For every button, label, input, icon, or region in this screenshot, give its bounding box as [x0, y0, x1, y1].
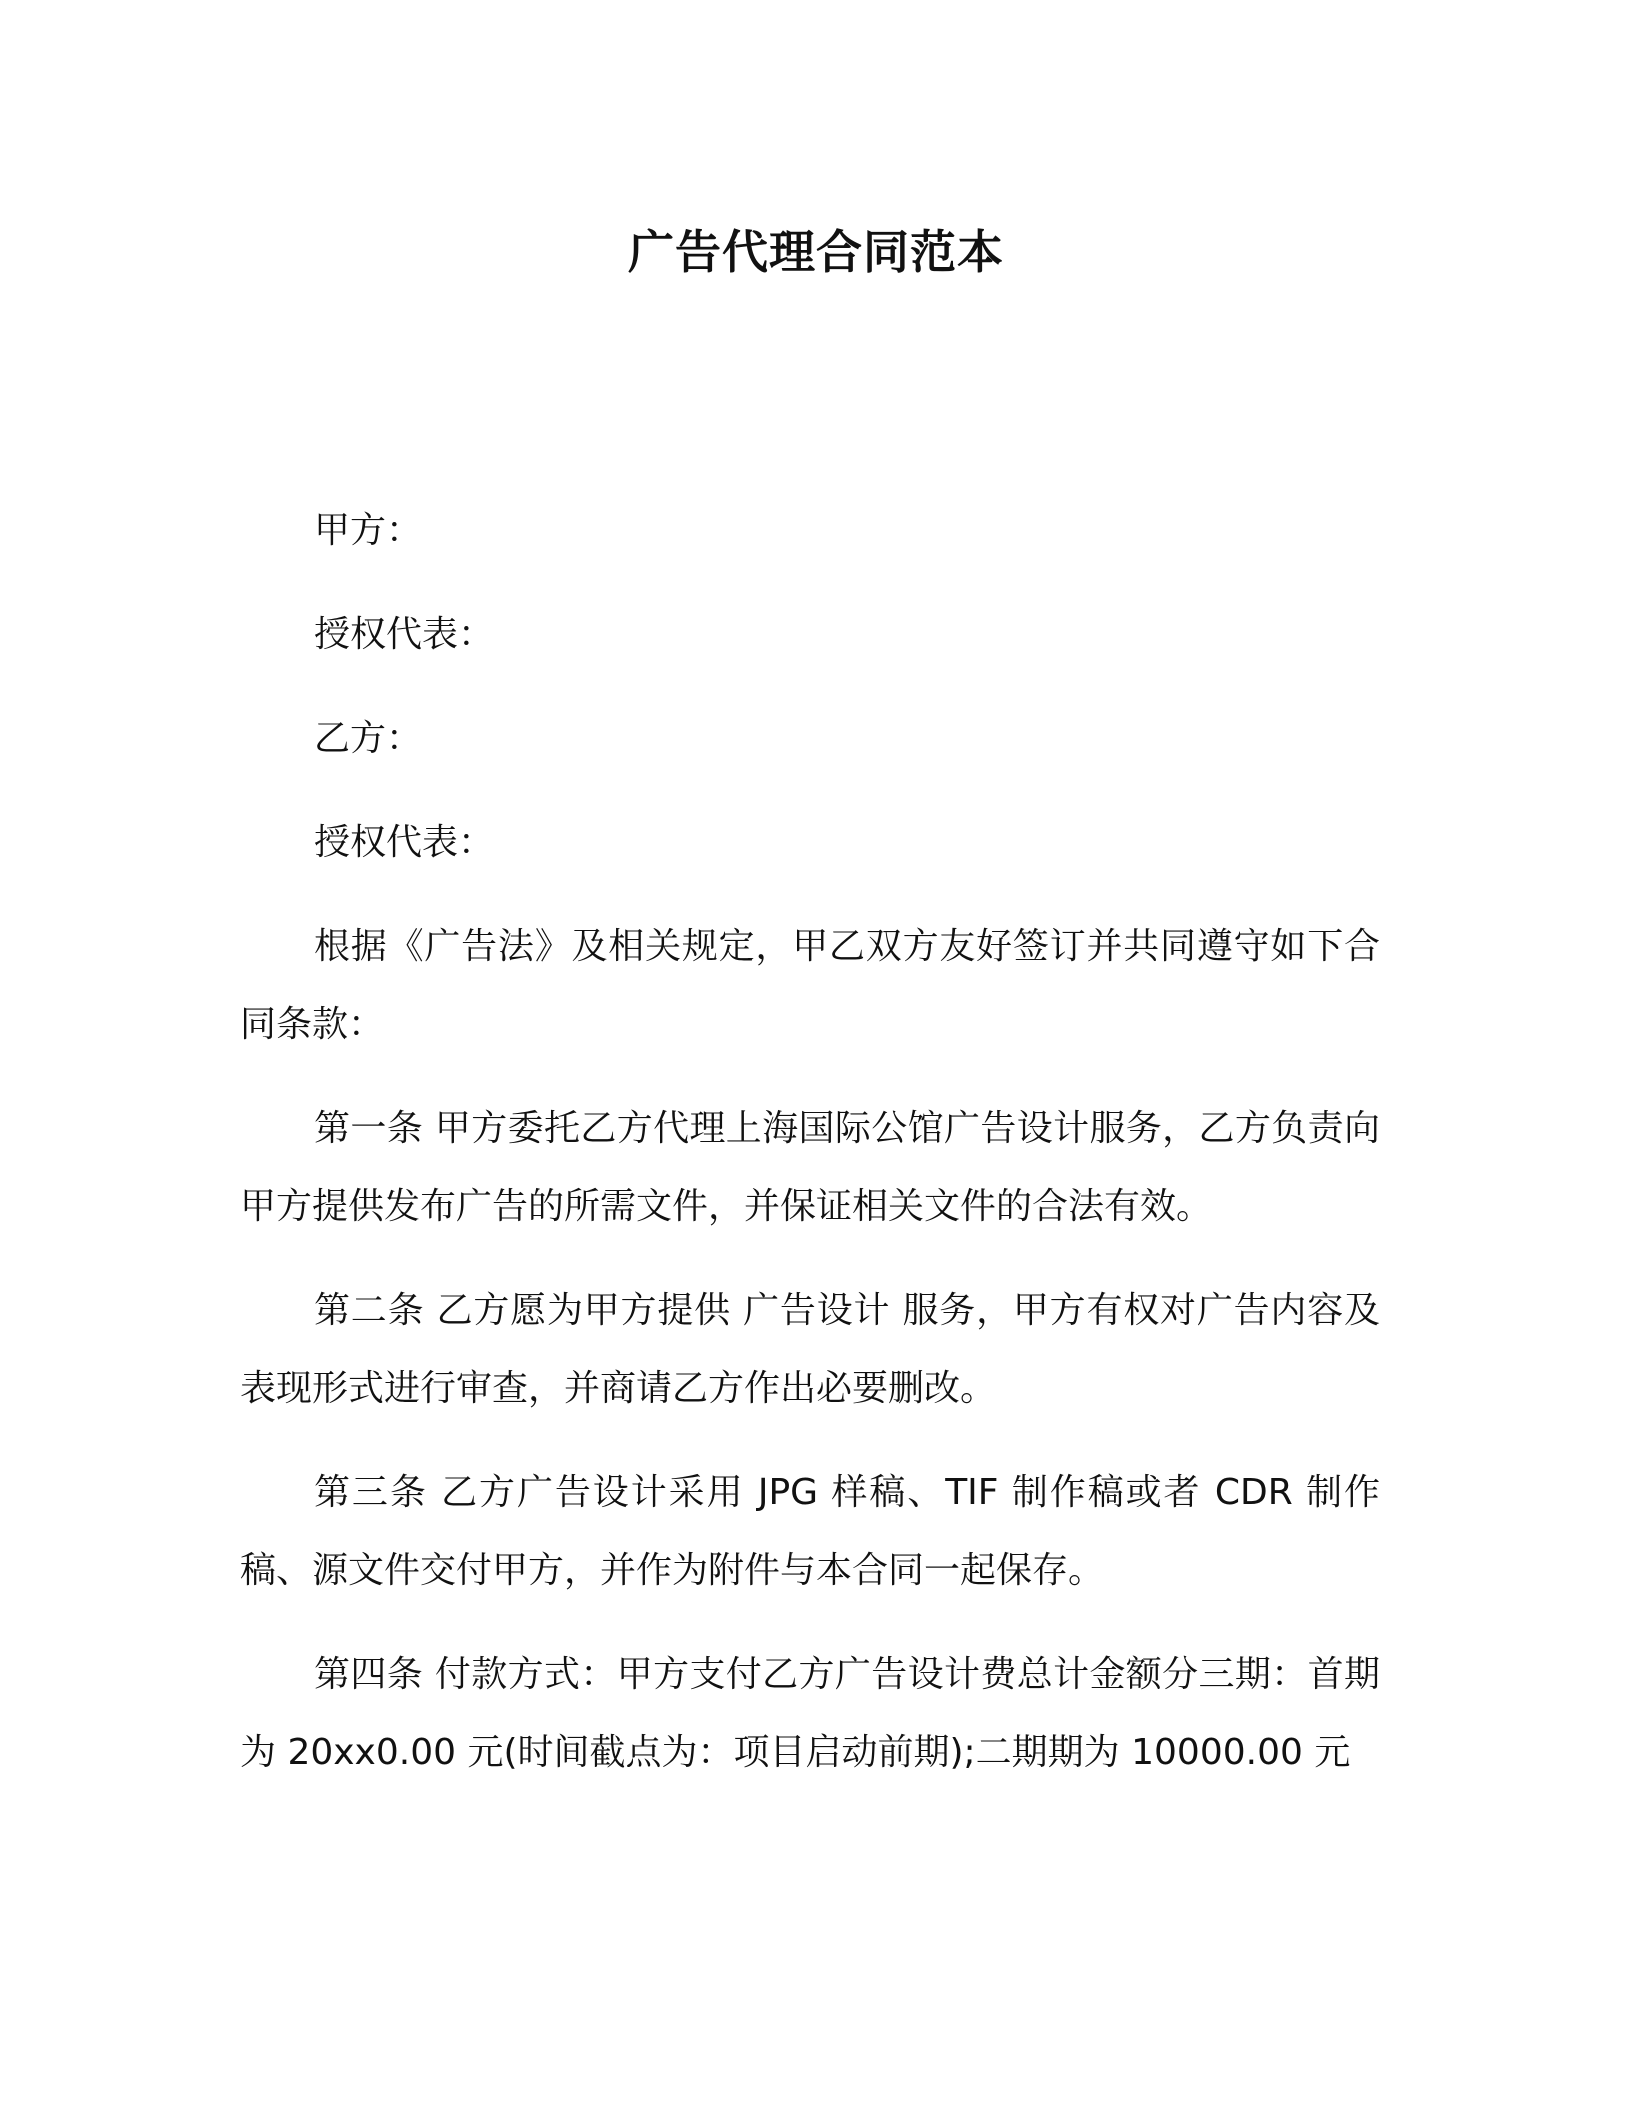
- article-4-paragraph: 第四条 付款方式：甲方支付乙方广告设计费总计金额分三期：首期为 20xx0.00 元(时间截点为：项目启动前期);二期期为 10000.00 元: [240, 1654, 1380, 1773]
- document-title: 广告代理合同范本: [628, 225, 1004, 279]
- party-a-field: 甲方：: [314, 510, 423, 551]
- preamble-paragraph: 根据《广告法》及相关规定，甲乙双方友好签订并共同遵守如下合同条款：: [240, 926, 1380, 1045]
- article-2-paragraph: 第二条 乙方愿为甲方提供 广告设计 服务，甲方有权对广告内容及表现形式进行审查，并商请乙方作出必要删改。: [240, 1290, 1380, 1409]
- party-a-representative-field: 授权代表：: [314, 614, 495, 655]
- article-3-paragraph: 第三条 乙方广告设计采用 JPG 样稿、TIF 制作稿或者 CDR 制作稿、源文件交付甲方，并作为附件与本合同一起保存。: [240, 1472, 1380, 1591]
- party-b-field: 乙方：: [314, 718, 423, 759]
- party-b-representative-field: 授权代表：: [314, 822, 495, 863]
- article-1-paragraph: 第一条 甲方委托乙方代理上海国际公馆广告设计服务，乙方负责向甲方提供发布广告的所需文件，并保证相关文件的合法有效。: [240, 1108, 1380, 1227]
- document-body: [240, 492, 1380, 1818]
